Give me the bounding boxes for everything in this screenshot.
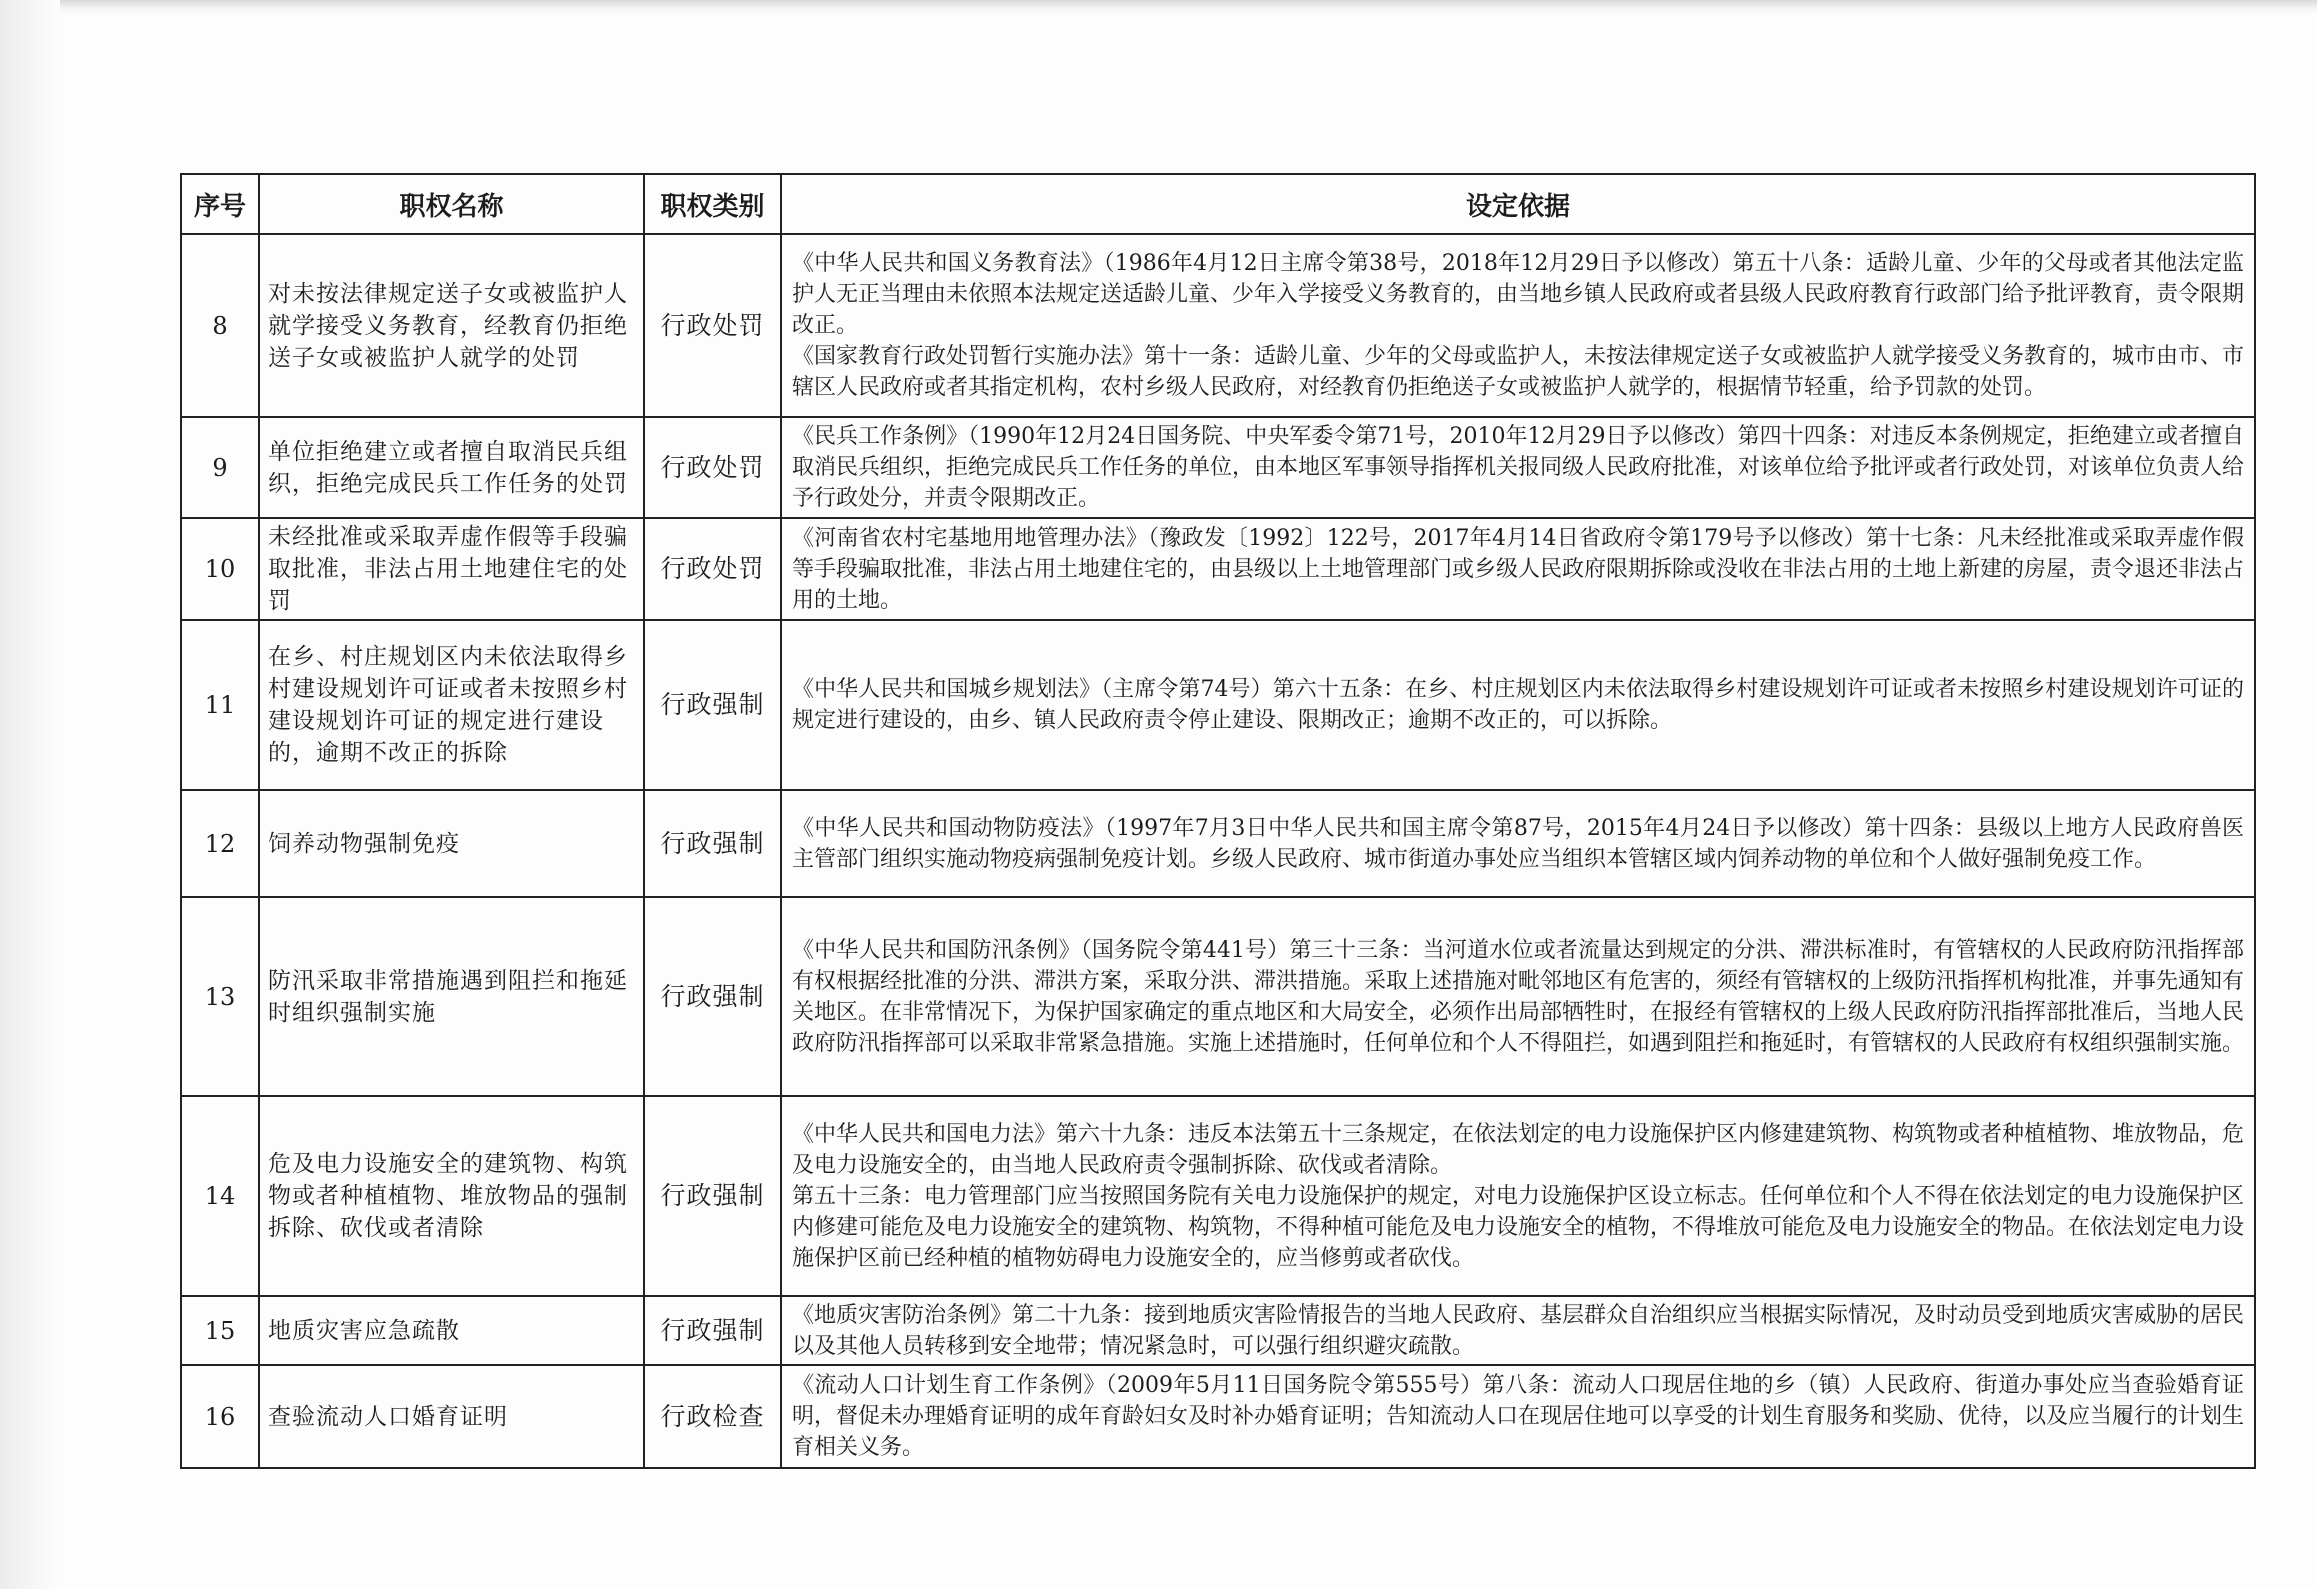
row-number: 8 — [181, 234, 259, 417]
power-name: 查验流动人口婚育证明 — [259, 1365, 644, 1468]
legal-basis — [781, 1365, 2255, 1468]
scan-edge-left — [0, 0, 60, 1589]
row-number: 11 — [181, 620, 259, 790]
header-legal-basis: 设定依据 — [781, 174, 2255, 234]
row-number: 9 — [181, 417, 259, 518]
power-name: 防汛采取非常措施遇到阻拦和拖延时组织强制实施 — [259, 897, 644, 1096]
power-name: 未经批准或采取弄虚作假等手段骗取批准，非法占用土地建住宅的处罚 — [259, 518, 644, 620]
header-power-name: 职权名称 — [259, 174, 644, 234]
legal-basis-paragraph: 《中华人民共和国义务教育法》（1986年4月12日主席令第38号，2018年12月29日予以修改）第五十八条：适龄儿童、少年的父母或者其他法定监护人无正当理由未依照本法规定送适龄儿童、少年入学接受义务教育的，由当地乡镇人民政府或者县级人民政府教育行政部门给予批评教育，责令限期改正。 — [792, 251, 2245, 338]
legal-basis — [781, 897, 2255, 1096]
legal-basis-paragraph: 《民兵工作条例》（1990年12月24日国务院、中央军委令第71号，2010年12月29日予以修改）第四十四条：对违反本条例规定，拒绝建立或者擅自取消民兵组织，拒绝完成民兵工作任务的单位，由本地区军事领导指挥机关报同级人民政府批准，对该单位给予批评或者行政处罚，对该单位负责人给予行政处分，并责令限期改正。 — [792, 424, 2245, 511]
legal-basis-paragraph: 《流动人口计划生育工作条例》（2009年5月11日国务院令第555号）第八条：流动人口现居住地的乡（镇）人民政府、街道办事处应当查验婚育证明，督促未办理婚育证明的成年育龄妇女及时补办婚育证明；告知流动人口在现居住地可以享受的计划生育服务和奖励、优待，以及应当履行的计划生育相关义务。 — [792, 1373, 2245, 1460]
power-category: 行政检查 — [644, 1365, 781, 1468]
legal-basis — [781, 1096, 2255, 1296]
header-power-category: 职权类别 — [644, 174, 781, 234]
legal-basis — [781, 234, 2255, 417]
legal-basis-paragraph: 《河南省农村宅基地用地管理办法》（豫政发〔1992〕122号，2017年4月14日省政府令第179号予以修改）第十七条：凡未经批准或采取弄虚作假等手段骗取批准，非法占用土地建住宅的，由县级以上土地管理部门或乡级人民政府限期拆除或没收在非法占用的土地上新建的房屋，责令退还非法占用的土地。 — [792, 525, 2245, 613]
row-number: 12 — [181, 790, 259, 897]
legal-basis-paragraph: 《国家教育行政处罚暂行实施办法》第十一条：适龄儿童、少年的父母或监护人，未按法律规定送子女或被监护人就学接受义务教育的，城市由市、市辖区人民政府或者其指定机构，农村乡级人民政府，对经教育仍拒绝送子女或被监护人就学的，根据情节轻重，给予罚款的处罚。 — [792, 344, 2245, 400]
powers-table — [180, 173, 2256, 1469]
power-category: 行政处罚 — [644, 234, 781, 417]
legal-basis-paragraph: 《地质灾害防治条例》第二十九条：接到地质灾害险情报告的当地人民政府、基层群众自治组织应当根据实际情况，及时动员受到地质灾害威胁的居民以及其他人员转移到安全地带；情况紧急时，可以强行组织避灾疏散。 — [792, 1302, 2245, 1359]
table-row — [181, 790, 2255, 897]
power-category: 行政强制 — [644, 790, 781, 897]
power-name: 在乡、村庄规划区内未依法取得乡村建设规划许可证或者未按照乡村建设规划许可证的规定进行建设的，逾期不改正的拆除 — [259, 620, 644, 790]
table-row — [181, 417, 2255, 518]
power-name: 饲养动物强制免疫 — [259, 790, 644, 897]
scan-edge-top — [0, 0, 2317, 14]
power-category: 行政强制 — [644, 620, 781, 790]
legal-basis — [781, 518, 2255, 620]
table-row — [181, 1296, 2255, 1365]
table-row — [181, 234, 2255, 417]
legal-basis — [781, 620, 2255, 790]
power-category: 行政强制 — [644, 897, 781, 1096]
legal-basis-paragraph: 《中华人民共和国电力法》第六十九条：违反本法第五十三条规定，在依法划定的电力设施保护区内修建建筑物、构筑物或者种植植物、堆放物品，危及电力设施安全的，由当地人民政府责令强制拆除、砍伐或者清除。 — [792, 1121, 2245, 1178]
power-category: 行政强制 — [644, 1096, 781, 1296]
power-category: 行政处罚 — [644, 417, 781, 518]
table-row — [181, 620, 2255, 790]
power-name: 危及电力设施安全的建筑物、构筑物或者种植植物、堆放物品的强制拆除、砍伐或者清除 — [259, 1096, 644, 1296]
legal-basis-paragraph: 第五十三条：电力管理部门应当按照国务院有关电力设施保护的规定，对电力设施保护区设立标志。任何单位和个人不得在依法划定的电力设施保护区内修建可能危及电力设施安全的建筑物、构筑物，不得种植可能危及电力设施安全的植物，不得堆放可能危及电力设施安全的物品。在依法划定电力设施保护区前已经种植的植物妨碍电力设施安全的，应当修剪或者砍伐。 — [792, 1183, 2245, 1271]
legal-basis — [781, 417, 2255, 518]
table-row — [181, 518, 2255, 620]
table-row — [181, 1365, 2255, 1468]
power-name: 单位拒绝建立或者擅自取消民兵组织，拒绝完成民兵工作任务的处罚 — [259, 417, 644, 518]
power-name: 对未按法律规定送子女或被监护人就学接受义务教育，经教育仍拒绝送子女或被监护人就学的处罚 — [259, 234, 644, 417]
legal-basis-paragraph: 《中华人民共和国防汛条例》（国务院令第441号）第三十三条：当河道水位或者流量达到规定的分洪、滞洪标准时，有管辖权的人民政府防汛指挥部有权根据经批准的分洪、滞洪方案，采取分洪、滞洪措施。采取上述措施对毗邻地区有危害的，须经有管辖权的上级防汛指挥机构批准，并事先通知有关地区。在非常情况下，为保护国家确定的重点地区和大局安全，必须作出局部牺牲时，在报经有管辖权的上级人民政府防汛指挥部批准后，当地人民政府防汛指挥部可以采取非常紧急措施。实施上述措施时，任何单位和个人不得阻拦，如遇到阻拦和拖延时，有管辖权的人民政府有权组织强制实施。 — [792, 937, 2245, 1056]
table-row — [181, 897, 2255, 1096]
power-category: 行政处罚 — [644, 518, 781, 620]
row-number: 15 — [181, 1296, 259, 1365]
power-name: 地质灾害应急疏散 — [259, 1296, 644, 1365]
row-number: 14 — [181, 1096, 259, 1296]
legal-basis — [781, 790, 2255, 897]
header-number: 序号 — [181, 174, 259, 234]
legal-basis — [781, 1296, 2255, 1365]
legal-basis-paragraph: 《中华人民共和国城乡规划法》（主席令第74号）第六十五条：在乡、村庄规划区内未依法取得乡村建设规划许可证或者未按照乡村建设规划许可证的规定进行建设的，由乡、镇人民政府责令停止建设、限期改正；逾期不改正的，可以拆除。 — [792, 677, 2244, 733]
row-number: 16 — [181, 1365, 259, 1468]
legal-basis-paragraph: 《中华人民共和国动物防疫法》（1997年7月3日中华人民共和国主席令第87号，2015年4月24日予以修改）第十四条：县级以上地方人民政府兽医主管部门组织实施动物疫病强制免疫计划。乡级人民政府、城市街道办事处应当组织本管辖区域内饲养动物的单位和个人做好强制免疫工作。 — [792, 815, 2244, 872]
powers-table-container — [180, 173, 2254, 1469]
row-number: 10 — [181, 518, 259, 620]
row-number: 13 — [181, 897, 259, 1096]
power-category: 行政强制 — [644, 1296, 781, 1365]
table-header-row — [181, 174, 2255, 234]
table-row — [181, 1096, 2255, 1296]
